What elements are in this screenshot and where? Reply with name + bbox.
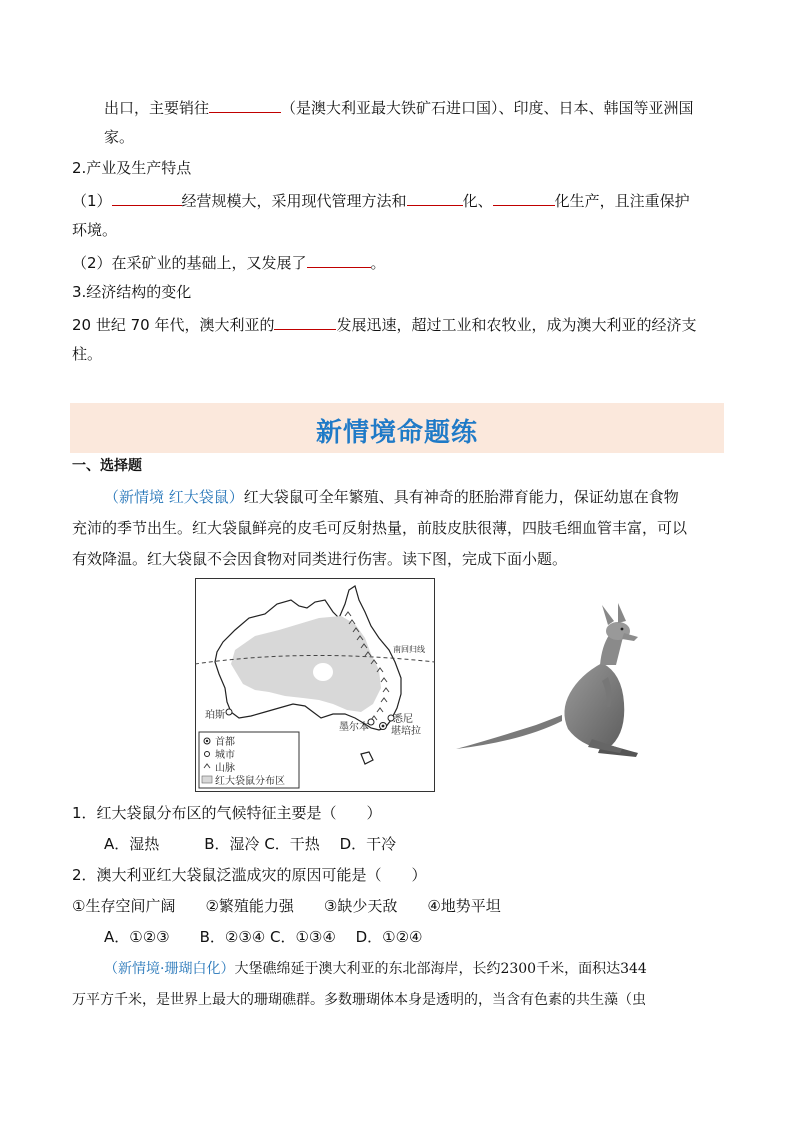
kangaroo-image [452, 603, 652, 763]
text-line: 充沛的季节出生。红大袋鼠鲜亮的皮毛可反射热量，前肢皮肤很薄，四肢毛细血管丰富，可以 [72, 519, 688, 537]
text-line [104, 96, 694, 118]
answer-blank [407, 189, 463, 206]
subheading: 2.产业及生产特点 [72, 159, 192, 177]
perth-dot [226, 709, 232, 715]
legend-mountain: 山脉 [215, 763, 235, 774]
question-2-options: A．①②③ B．②③④ C．①③④ D．①②④ [104, 928, 423, 946]
legend-city: 城市 [215, 750, 235, 761]
banner-title: 新情境命题练 [315, 418, 478, 448]
perth-label: 珀斯 [205, 710, 225, 721]
sydney-label: 悉尼 [393, 714, 413, 725]
text-segment: 20 世纪 70 年代，澳大利亚的 [72, 316, 275, 334]
text-segment: 化、 [462, 192, 493, 210]
section-banner [70, 403, 724, 453]
section-heading: 一、选择题 [72, 458, 142, 474]
text-segment: 大堡礁绵延于澳大利亚的东北部海岸，长约2300千米，面积达344 [234, 961, 647, 977]
text-line: 家。 [104, 128, 135, 146]
context-tag: （新情境 红大袋鼠） [104, 488, 244, 506]
context-tag: （新情境·珊瑚白化） [104, 961, 235, 977]
text-segment: （是澳大利亚最大铁矿石进口国）、印度、日本、韩国等亚洲国 [281, 99, 694, 117]
text-segment: 经营规模大，采用现代管理方法和 [181, 192, 407, 210]
answer-blank [112, 189, 182, 206]
answer-blank [307, 251, 371, 268]
text-segment: （1） [72, 192, 112, 210]
text-line: 柱。 [72, 345, 103, 363]
text-segment: 发展迅速，超过工业和农牧业，成为澳大利亚的经济支 [336, 316, 697, 334]
desert-patch [313, 663, 333, 681]
answer-blank [274, 313, 336, 330]
legend-capital: 首都 [215, 737, 235, 748]
answer-blank [209, 96, 281, 113]
canberra-label: 堪培拉 [391, 726, 421, 737]
australia-map [195, 578, 435, 792]
subheading: 3.经济结构的变化 [72, 283, 192, 301]
text-segment: 。 [370, 254, 386, 272]
text-line [104, 487, 679, 507]
text-segment: 红大袋鼠可全年繁殖、具有神奇的胚胎滞育能力，保证幼崽在食物 [243, 488, 679, 506]
tropic-label: 南回归线 [393, 645, 425, 654]
text-segment: 化生产，且注重保护 [554, 192, 690, 210]
text-line [72, 189, 690, 211]
text-line [72, 313, 697, 335]
question-2-items: ①生存空间广阔 ②繁殖能力强 ③缺少天敌 ④地势平坦 [72, 897, 501, 915]
text-segment: 出口，主要销往 [104, 99, 210, 117]
text-line: 环境。 [72, 221, 118, 239]
text-line: 万平方千米，是世界上最大的珊瑚礁群。多数珊瑚体本身是透明的，当含有色素的共生藻（虫 [72, 992, 646, 1008]
text-line [104, 959, 647, 979]
question-1: 1．红大袋鼠分布区的气候特征主要是（ ） [72, 804, 382, 822]
text-line: 有效降温。红大袋鼠不会因食物对同类进行伤害。读下图，完成下面小题。 [72, 550, 568, 568]
question-2: 2．澳大利亚红大袋鼠泛滥成灾的原因可能是（ ） [72, 866, 427, 884]
text-line [72, 251, 386, 273]
text-segment: （2）在采矿业的基础上，又发展了 [72, 254, 307, 272]
question-1-options: A．湿热 B．湿冷 C．干热 D．干冷 [104, 835, 397, 853]
melbourne-label: 墨尔本 [339, 722, 369, 733]
answer-blank [493, 189, 555, 206]
legend-kangaroo-area: 红大袋鼠分布区 [215, 776, 285, 787]
